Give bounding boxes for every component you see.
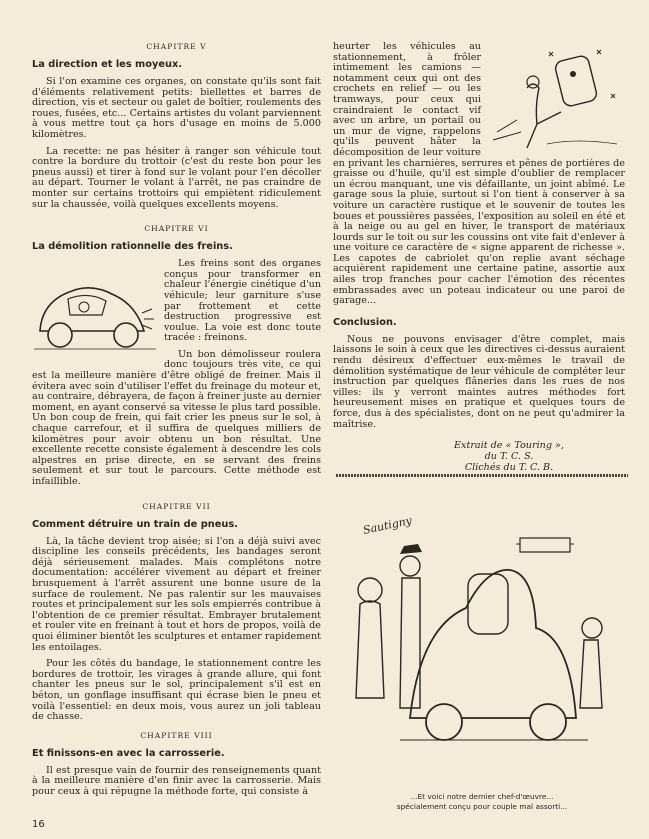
cartoon-caption	[336, 792, 628, 812]
kicked-car-illustration	[487, 44, 625, 154]
chapter-7-paragraph-1: Là, la tâche devient trop aisée; si l'on a déjà suivi avec discipline les conseils précédents, les bandages seront déjà sérieusement malades. Mais complétons notre documentation: accélérer vivement au départ et freiner brusquement à l'arrêt assurent une bonne usure de la surface de roulement. Ne pas ralentir sur les mauvaises routes et principalement sur les sols empierrés contribue à l'obtention de ce premier résultat. Embrayer brutalement et rouler vite en freinant à tout et hors de propos, voilà de quoi éliminer bientôt les sculptures et entamer rapidement les entoilages.	[32, 535, 321, 653]
caption-line-1: ...Et voici notre dernier chef-d'œuvre...	[410, 792, 554, 801]
right-column	[333, 42, 625, 473]
dotted-separator	[336, 474, 628, 477]
artist-signature: Sautigny	[361, 513, 414, 537]
chapter-8-paragraph-1: Il est presque vain de fournir des renseignements quant à la meilleure manière d'en finir avec la carrosserie. Mais pour ceux à qui répugne la méthode forte, qui consiste à	[32, 764, 321, 797]
chapter-7-heading: Comment détruire un train de pneus.	[32, 518, 238, 530]
credit-line-2: du T. C. S.	[484, 451, 534, 463]
chapter-6-paragraph-2: Un bon démolisseur roulera donc toujours très vite, ce qui est la meilleure manière d'être obligé de freiner. Mais il évitera avec soin d'utiliser l'effet du freinage du moteur et, au contraire, débrayera, de façon à freiner juste au dernier moment, en ayant conservé sa vitesse le plus tard possible. Un bon coup de frein, qui fait crier les pneus sur le sol, à chaque carrefour, et il suffira de quelques milliers de kilomètres pour avoir obtenu un bon résultat. Une excellente recette consiste également à descendre les cols alpestres en prise directe, en se servant des freins seulement et sur tout le parcours. Cette méthode est infaillible.	[32, 348, 321, 487]
chapter-6-heading: La démolition rationnelle des freins.	[32, 241, 233, 253]
chapter-6-paragraph-1-text: Les freins sont des organes conçus pour transformer en chaleur l'énergie cinétique d'un véhicule; leur garniture s'use par frottement et cette destruction progressive est voulue. La voie est donc toute tracée : freinons.	[164, 258, 321, 344]
credit-block	[393, 440, 625, 473]
conclusion-heading: Conclusion.	[333, 316, 397, 328]
chapter-7-label: CHAPITRE VII	[142, 501, 211, 511]
couple-car-cartoon	[340, 508, 624, 788]
chapter-6-label: CHAPITRE VI	[144, 224, 209, 234]
chapter-5-paragraph-2: La recette: ne pas hésiter à ranger son véhicule tout contre la bordure du trottoir (c'est du reste bon pour les pneus aussi) et tirer à fond sur le volant pour l'en décoller au départ. Tourner le volant à l'arrêt, ne pas craindre de monter sur certains trottoirs qui empiètent ridiculement sur la chaussée, voilà quelques excellents moyens.	[32, 145, 321, 210]
chapter-5-paragraph-1: Si l'on examine ces organes, on constate qu'ils sont fait d'éléments relativement petits: biellettes et barres de direction, vis et secteur ou galet de boîtier, roulements des roues, fusées, etc... Certains artistes du volant parviennent à vous mettre tout ça hors d'usage en moins de 5.000 kilomètres.	[32, 76, 321, 140]
left-column	[32, 38, 321, 803]
chapter-6-paragraph-1	[32, 259, 321, 344]
credit-line-1: Extrait de « Touring »,	[454, 440, 564, 452]
credit-line-3: Clichés du T. C. B.	[464, 462, 554, 474]
conclusion-paragraph: Nous ne pouvons envisager d'être complet, mais laissons le soin à ceux que les directives ci-dessus auraient rendu désireux d'effectuer eux-mêmes le travail de démolition systématique de leur véhicule de compléter leur instruction par quelques flâneries dans les rues de nos villes: ils y verront maintes autres méthodes fort heureusement mises en pratique et quelques tours de force, dus à des spécialistes, dont on ne peut qu'admirer la maîtrise.	[333, 333, 625, 430]
continued-paragraph-text: heurter les véhicules au stationnement, à frôler intimement les camions — notamment ceux qui ont des crochets en relief — ou les tramways, pour ceux qui craindraient le contact vif avec un arbre, un portail ou un mur de vigne, rappelons qu'ils peuvent hâter la décomposition de leur voiture en privant les charnières, serrures et pênes de portières de graisse ou d'huile, qu'il est simple d'oublier de remplacer un écrou manquant, une vis défaillante, un joint abîmé. Le garage sous la pluie, surtout si l'on tient à conserver à sa voiture un caractère rustique et le souvenir de toutes les boues et poussières passées, l'exposition au soleil en été et à la neige ou au gel en hiver, le transport de matériaux lourds sur le toit ou sur les coussins ont vite fait d'enlever à une voiture ce caractère de « signe apparent de richesse ». Les capotes de cabriolet qu'on replie avant séchage acquièrent rapidement une certaine patine, assortie aux ailes trop franches pour cacher l'émotion des récentes embrassades avec un poteau indicateur ou une paroi de garage...	[333, 41, 625, 307]
page-number: 16	[32, 819, 45, 830]
continued-paragraph	[333, 42, 625, 307]
braking-car-illustration	[32, 261, 158, 361]
chapter-8-label: CHAPITRE VIII	[140, 730, 213, 740]
caption-line-2: spécialement conçu pour couple mal assorti...	[396, 802, 568, 811]
chapter-8-heading: Et finissons-en avec la carrosserie.	[32, 747, 225, 759]
chapter-5-label: CHAPITRE V	[146, 42, 207, 51]
chapter-7-paragraph-2: Pour les côtés du bandage, le stationnement contre les bordures de trottoir, les virages à grande allure, qui font chanter les pneus sur le sol, principalement s'il est en béton, un gonflage insuffisant qui écrase bien le pneu et voilà l'essentiel: en deux mois, vous aurez un joli tableau de chasse.	[32, 658, 321, 723]
chapter-5-heading: La direction et les moyeux.	[32, 59, 183, 70]
